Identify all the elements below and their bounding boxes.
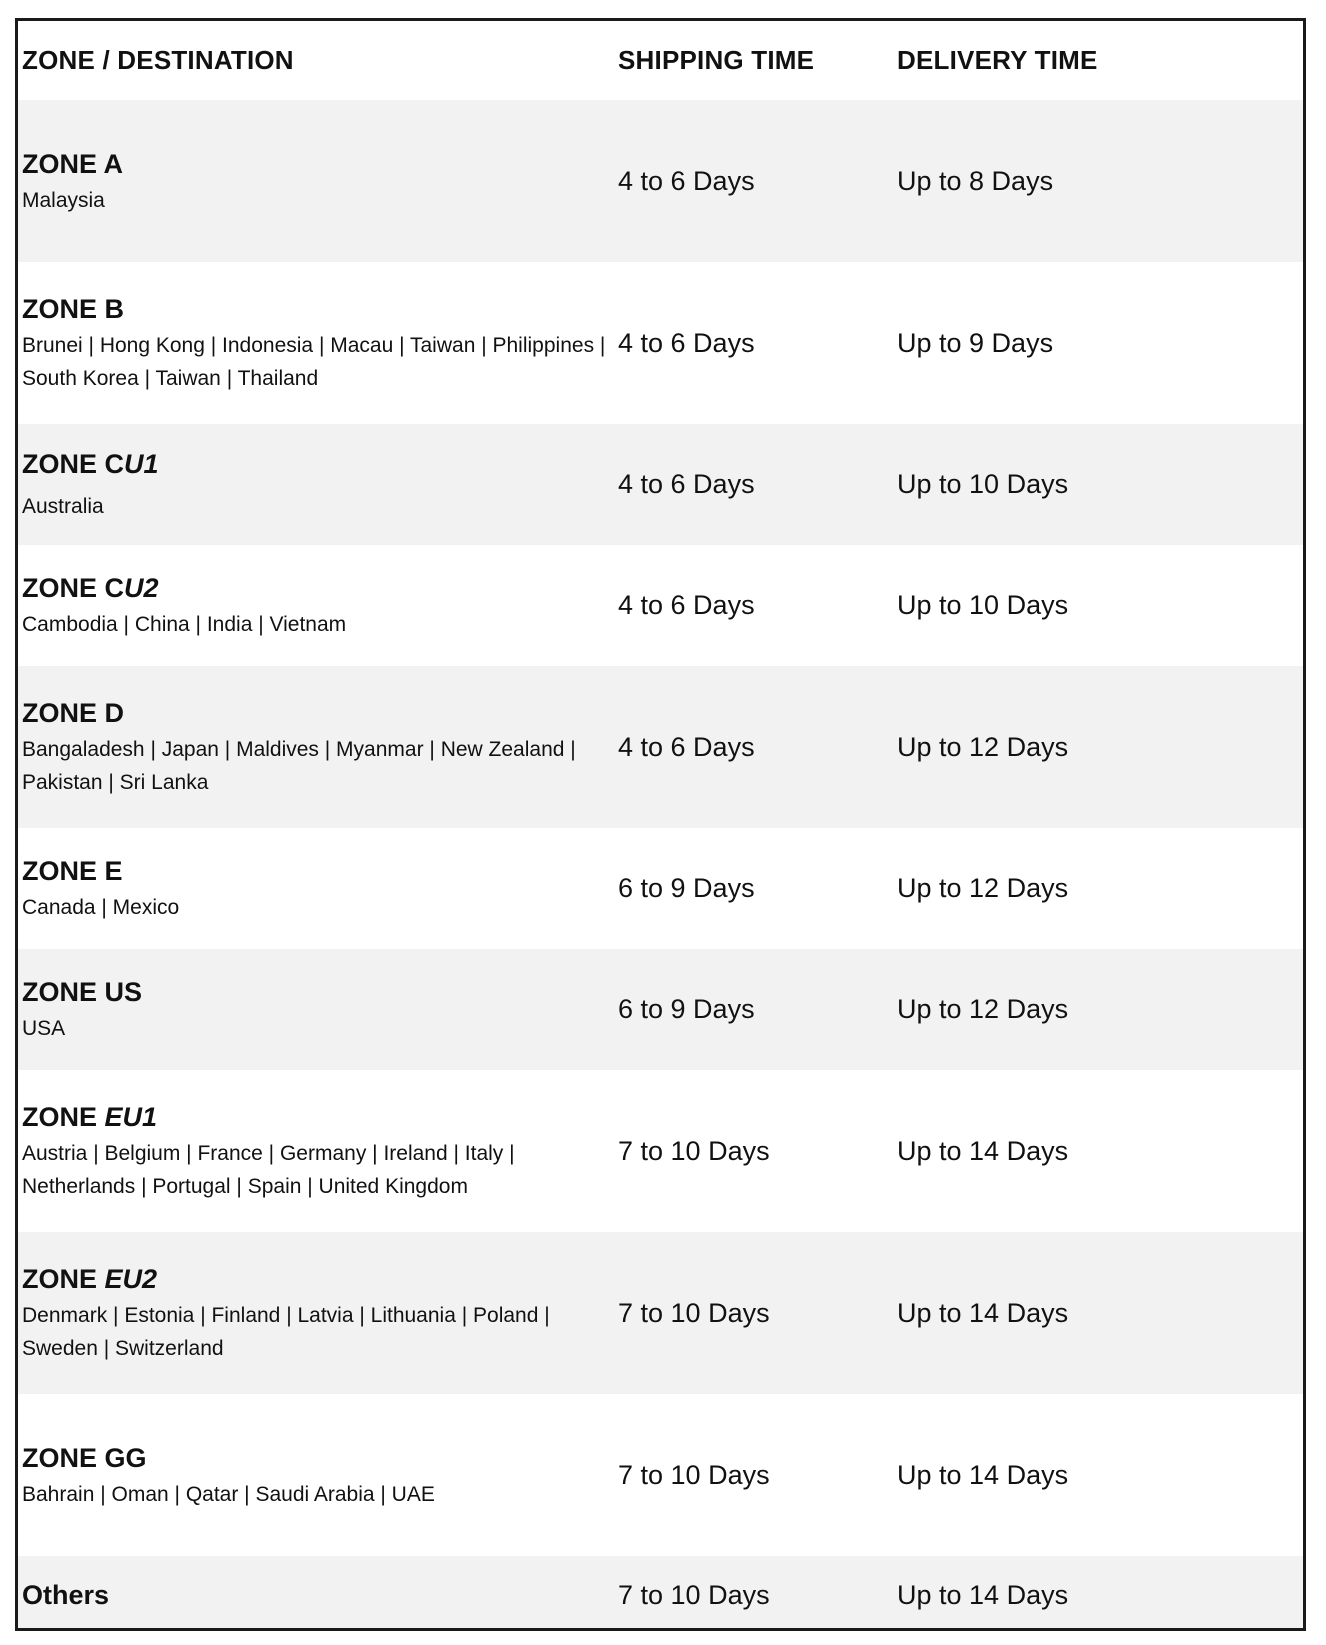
zone-countries: Denmark | Estonia | Finland | Latvia | Lithuania | Poland | Sweden | Switzerland <box>22 1304 550 1360</box>
shipping-time: 4 to 6 Days <box>618 731 755 762</box>
zone-countries: Bahrain | Oman | Qatar | Saudi Arabia | UAE <box>22 1482 435 1506</box>
zone-title-text: ZONE A <box>22 148 123 179</box>
zone-cell <box>22 1577 612 1613</box>
table-row <box>18 1232 1303 1394</box>
table-row <box>18 828 1303 949</box>
shipping-time: 6 to 9 Days <box>618 873 755 903</box>
zone-cell <box>22 291 612 395</box>
header-delivery-time: DELIVERY TIME <box>897 45 1098 75</box>
zone-cell <box>22 1440 612 1511</box>
zone-title <box>22 695 612 731</box>
zone-cell <box>22 1261 612 1365</box>
zone-title <box>22 1261 612 1297</box>
zone-title-text: ZONE E <box>22 856 123 886</box>
zone-title-text: Others <box>22 1580 110 1610</box>
zone-countries: Austria | Belgium | France | Germany | Ireland | Italy | Netherlands | Portugal | Spain | United Kingdom <box>22 1142 515 1198</box>
delivery-time: Up to 14 Days <box>897 1297 1069 1328</box>
zone-title-suffix: U2 <box>124 573 159 603</box>
zone-title-suffix: U1 <box>124 449 159 479</box>
zone-title <box>22 146 612 182</box>
shipping-time: 6 to 9 Days <box>618 994 755 1024</box>
delivery-time: Up to 14 Days <box>897 1135 1069 1166</box>
zone-countries: Canada | Mexico <box>22 896 180 919</box>
table-row <box>18 100 1303 262</box>
zone-title-text: ZONE GG <box>22 1442 147 1473</box>
shipping-time: 4 to 6 Days <box>618 165 755 196</box>
zone-title-text: ZONE B <box>22 294 125 324</box>
zone-title <box>22 446 612 482</box>
table-row <box>18 666 1303 828</box>
zone-title-text: ZONE <box>22 1102 105 1132</box>
zone-cell <box>22 695 612 799</box>
zone-cell <box>22 570 612 641</box>
delivery-time: Up to 14 Days <box>897 1459 1069 1490</box>
shipping-time: 7 to 10 Days <box>618 1579 770 1610</box>
zone-title-text: ZONE C <box>22 449 125 479</box>
table-row <box>18 262 1303 424</box>
zone-title-text: ZONE US <box>22 977 143 1007</box>
table-row <box>18 545 1303 666</box>
zone-cell <box>22 853 612 924</box>
table-row <box>18 1070 1303 1232</box>
zone-title <box>22 1440 612 1476</box>
header-shipping-time: SHIPPING TIME <box>618 45 815 75</box>
delivery-time: Up to 12 Days <box>897 731 1069 762</box>
zone-title <box>22 853 612 889</box>
zone-countries: Australia <box>22 495 104 518</box>
delivery-time: Up to 10 Days <box>897 590 1069 620</box>
delivery-time: Up to 12 Days <box>897 873 1069 903</box>
shipping-time: 7 to 10 Days <box>618 1135 770 1166</box>
shipping-time: 4 to 6 Days <box>618 327 755 358</box>
zone-title-text: ZONE D <box>22 698 125 728</box>
zone-countries: Brunei | Hong Kong | Indonesia | Macau | Taiwan | Philippines | South Korea | Taiwan | Thailand <box>22 334 606 390</box>
zone-cell <box>22 446 612 523</box>
zone-title-suffix: EU1 <box>104 1102 158 1132</box>
table-row <box>18 1556 1303 1631</box>
delivery-time: Up to 14 Days <box>897 1579 1069 1610</box>
table-row <box>18 949 1303 1070</box>
table-row <box>18 424 1303 545</box>
delivery-time: Up to 8 Days <box>897 165 1054 196</box>
delivery-time: Up to 10 Days <box>897 469 1069 499</box>
zone-title <box>22 1577 612 1613</box>
zone-title-text: ZONE <box>22 1264 105 1294</box>
zone-countries: Malaysia <box>22 188 105 212</box>
header-zone-destination: ZONE / DESTINATION <box>22 45 294 75</box>
shipping-time: 7 to 10 Days <box>618 1297 770 1328</box>
shipping-table <box>15 18 1306 1631</box>
zone-cell <box>22 1099 612 1203</box>
shipping-time: 7 to 10 Days <box>618 1459 770 1490</box>
zone-title-suffix: EU2 <box>104 1264 158 1294</box>
zone-title <box>22 1099 612 1135</box>
zone-title <box>22 291 612 327</box>
table-header-row <box>18 21 1303 100</box>
table-row <box>18 1394 1303 1556</box>
delivery-time: Up to 12 Days <box>897 994 1069 1024</box>
shipping-time: 4 to 6 Days <box>618 590 755 620</box>
zone-title-text: ZONE C <box>22 573 125 603</box>
shipping-time: 4 to 6 Days <box>618 469 755 499</box>
zone-countries: Bangaladesh | Japan | Maldives | Myanmar | New Zealand | Pakistan | Sri Lanka <box>22 738 576 794</box>
zone-title <box>22 570 612 606</box>
zone-countries: USA <box>22 1017 66 1040</box>
zone-countries: Cambodia | China | India | Vietnam <box>22 613 347 636</box>
zone-cell <box>22 146 612 217</box>
delivery-time: Up to 9 Days <box>897 327 1054 358</box>
zone-title <box>22 974 612 1010</box>
zone-cell <box>22 974 612 1045</box>
